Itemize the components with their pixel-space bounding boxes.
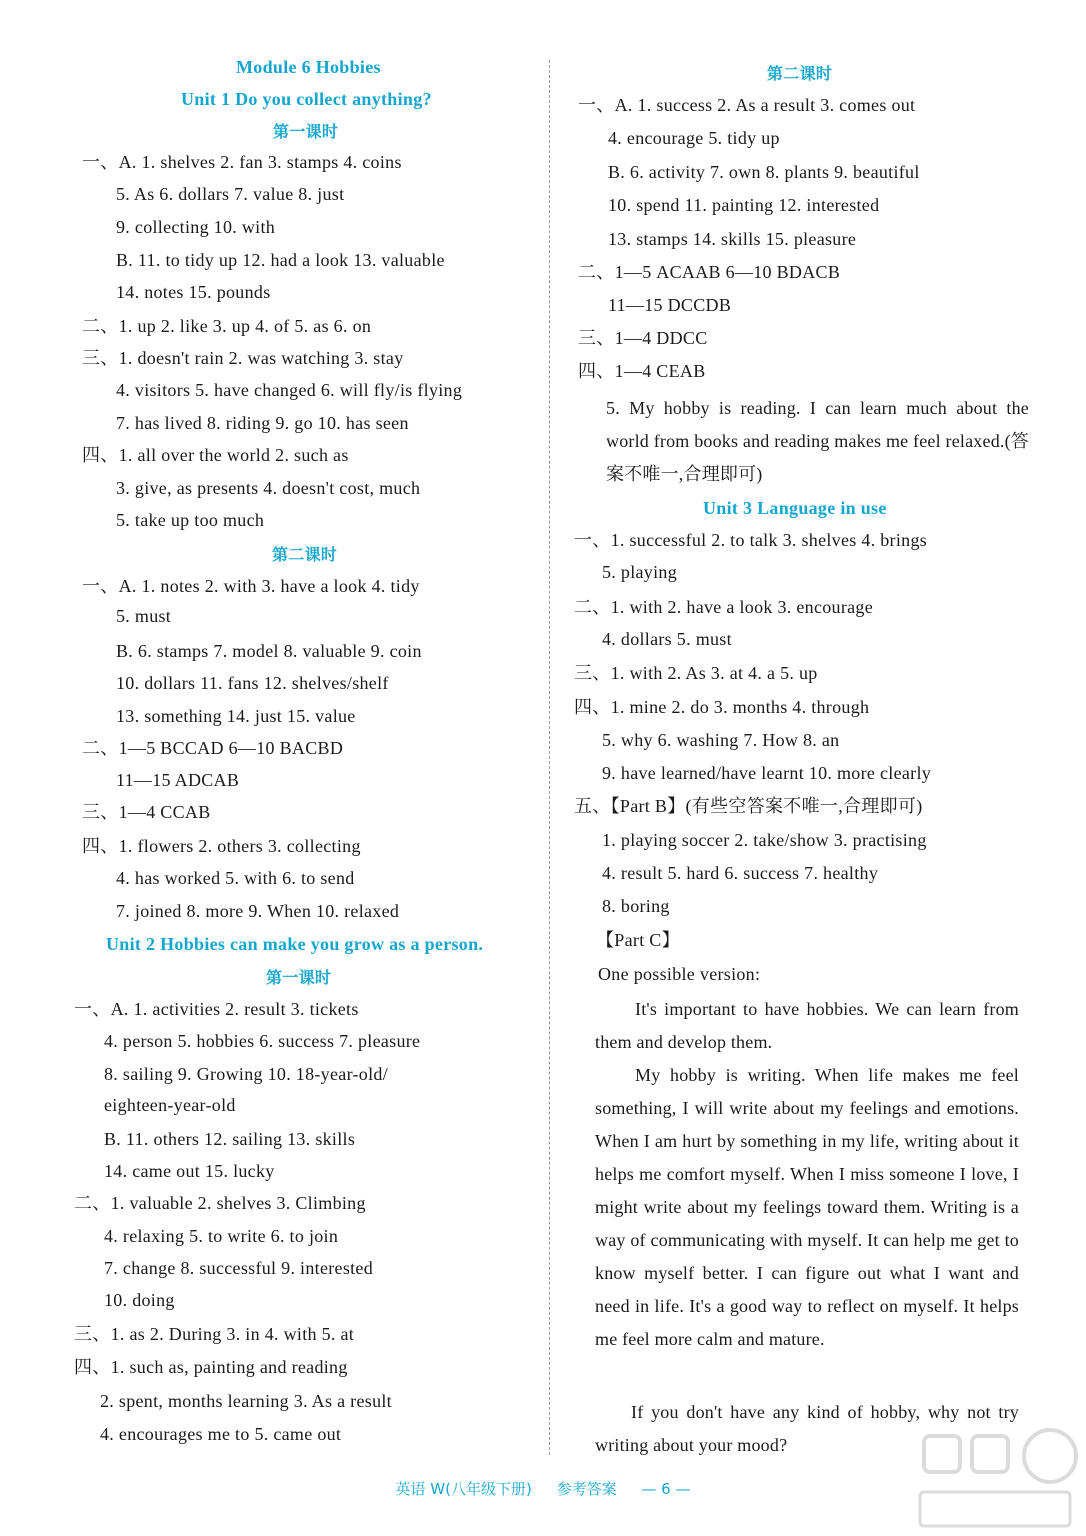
answer-line: 8. sailing 9. Growing 10. 18-year-old/ xyxy=(104,1064,388,1084)
answer-line: 9. collecting 10. with xyxy=(116,217,276,237)
answer-line: 5. why 6. washing 7. How 8. an xyxy=(602,730,840,750)
lesson-heading: 第二课时 xyxy=(767,64,833,83)
essay-paragraph: If you don't have any kind of hobby, why not try writing about your mood? xyxy=(595,1402,1019,1455)
answer-line: 二、1—5 BCCAD 6—10 BACBD xyxy=(82,738,344,758)
answer-line: 13. something 14. just 15. value xyxy=(116,706,356,726)
answer-line: 二、1. up 2. like 3. up 4. of 5. as 6. on xyxy=(82,316,372,336)
answer-line: 三、1. doesn't rain 2. was watching 3. stay xyxy=(82,348,404,368)
answer-line: 二、1. with 2. have a look 3. encourage xyxy=(574,597,874,617)
unit2-title: Unit 2 Hobbies can make you grow as a person. xyxy=(106,934,484,954)
answer-line: eighteen-year-old xyxy=(104,1095,236,1115)
answer-line: B. 6. activity 7. own 8. plants 9. beautiful xyxy=(608,162,920,182)
answer-line: 四、1. mine 2. do 3. months 4. through xyxy=(574,697,870,717)
footer-subject: 英语 W(八年级下册) xyxy=(395,1480,532,1498)
answer-line: 一、A. 1. shelves 2. fan 3. stamps 4. coins xyxy=(82,152,402,172)
footer-label: 参考答案 xyxy=(556,1480,617,1498)
answer-line: 9. have learned/have learnt 10. more clearly xyxy=(602,763,932,783)
answer-line: 【Part C】 xyxy=(596,930,680,950)
answer-line: 11—15 ADCAB xyxy=(116,770,240,790)
answer-line: 4. person 5. hobbies 6. success 7. pleasure xyxy=(104,1031,421,1051)
answer-line: 4. visitors 5. have changed 6. will fly/is flying xyxy=(116,380,463,400)
answer-line: 三、1—4 DDCC xyxy=(578,328,708,348)
answer-line: 四、1—4 CEAB xyxy=(578,361,706,381)
answer-line: 4. has worked 5. with 6. to send xyxy=(116,868,355,888)
essay-paragraph: My hobby is writing. When life makes me feel something, I will write about my feelings and emotions. When I am hurt by something in my life, writing about it helps me comfort myself. When I miss someone I love, I might write about my feelings toward them. Writing is a way of communicating with myself. It can help me get to know myself better. I can figure out what I want and need in life. It's a good way to reflect on myself. It helps me feel more calm and mature. xyxy=(595,1065,1019,1349)
unit3-title: Unit 3 Language in use xyxy=(703,498,887,518)
answer-line: 13. stamps 14. skills 15. pleasure xyxy=(608,229,857,249)
answer-line: 二、1. valuable 2. shelves 3. Climbing xyxy=(74,1193,366,1213)
column-divider xyxy=(549,60,550,1455)
answer-line: 三、1. as 2. During 3. in 4. with 5. at xyxy=(74,1324,355,1344)
answer-line: B. 11. to tidy up 12. had a look 13. valuable xyxy=(116,250,445,270)
watermark-logo xyxy=(910,1422,1080,1532)
answer-line: B. 11. others 12. sailing 13. skills xyxy=(104,1129,356,1149)
answer-line: 4. encourage 5. tidy up xyxy=(608,128,780,148)
answer-line: 5. must xyxy=(116,606,172,626)
watermark-circle xyxy=(1024,1430,1076,1482)
watermark-box xyxy=(972,1436,1008,1472)
essay-paragraph: It's important to have hobbies. We can learn from them and develop them. xyxy=(595,999,1019,1052)
lesson-heading: 第二课时 xyxy=(272,545,338,564)
answer-line: 一、A. 1. activities 2. result 3. tickets xyxy=(74,999,359,1019)
answer-line: 14. notes 15. pounds xyxy=(116,282,271,302)
lesson-heading: 第一课时 xyxy=(266,968,332,987)
answer-line: 一、A. 1. notes 2. with 3. have a look 4. tidy xyxy=(82,576,420,596)
answer-line: 3. give, as presents 4. doesn't cost, much xyxy=(116,478,421,498)
watermark-box xyxy=(924,1436,960,1472)
answer-line: 4. dollars 5. must xyxy=(602,629,732,649)
answer-line: 1. playing soccer 2. take/show 3. practising xyxy=(602,830,927,850)
answer-line: 10. doing xyxy=(104,1290,175,1310)
answer-line: 2. spent, months learning 3. As a result xyxy=(100,1391,392,1411)
answer-line: 一、A. 1. success 2. As a result 3. comes out xyxy=(578,95,916,115)
answer-line: 二、1—5 ACAAB 6—10 BDACB xyxy=(578,262,841,282)
answer-line: 一、1. successful 2. to talk 3. shelves 4. brings xyxy=(574,530,928,550)
answer-line: 4. encourages me to 5. came out xyxy=(100,1424,342,1444)
lesson-heading: 第一课时 xyxy=(273,122,339,141)
answer-line: 三、1. with 2. As 3. at 4. a 5. up xyxy=(574,663,818,683)
answer-line: 四、1. flowers 2. others 3. collecting xyxy=(82,836,361,856)
answer-line: B. 6. stamps 7. model 8. valuable 9. coin xyxy=(116,641,422,661)
unit1-title: Unit 1 Do you collect anything? xyxy=(181,89,432,109)
answer-line: One possible version: xyxy=(598,964,761,984)
answer-paragraph: 5. My hobby is reading. I can learn much about the world from books and reading makes me feel relaxed.(答案不唯一,合理即可) xyxy=(606,398,1029,484)
page-number: — 6 — xyxy=(641,1480,691,1498)
answer-line: 10. dollars 11. fans 12. shelves/shelf xyxy=(116,673,389,693)
answer-line: 10. spend 11. painting 12. interested xyxy=(608,195,880,215)
watermark-band xyxy=(920,1492,1070,1526)
answer-line: 4. relaxing 5. to write 6. to join xyxy=(104,1226,339,1246)
answer-line: 14. came out 15. lucky xyxy=(104,1161,275,1181)
answer-line: 7. joined 8. more 9. When 10. relaxed xyxy=(116,901,400,921)
answer-line: 7. change 8. successful 9. interested xyxy=(104,1258,374,1278)
answer-line: 7. has lived 8. riding 9. go 10. has seen xyxy=(116,413,409,433)
answer-line: 5. take up too much xyxy=(116,510,265,530)
answer-line: 4. result 5. hard 6. success 7. healthy xyxy=(602,863,879,883)
answer-line: 四、1. such as, painting and reading xyxy=(74,1357,348,1377)
answer-line: 三、1—4 CCAB xyxy=(82,802,211,822)
module-title: Module 6 Hobbies xyxy=(236,57,381,77)
answer-line: 四、1. all over the world 2. such as xyxy=(82,445,349,465)
answer-line: 8. boring xyxy=(602,896,670,916)
answer-line: 5. As 6. dollars 7. value 8. just xyxy=(116,184,345,204)
answer-line: 11—15 DCCDB xyxy=(608,295,732,315)
answer-line: 五、【Part B】(有些空答案不唯一,合理即可) xyxy=(574,796,923,816)
answer-line: 5. playing xyxy=(602,562,677,582)
